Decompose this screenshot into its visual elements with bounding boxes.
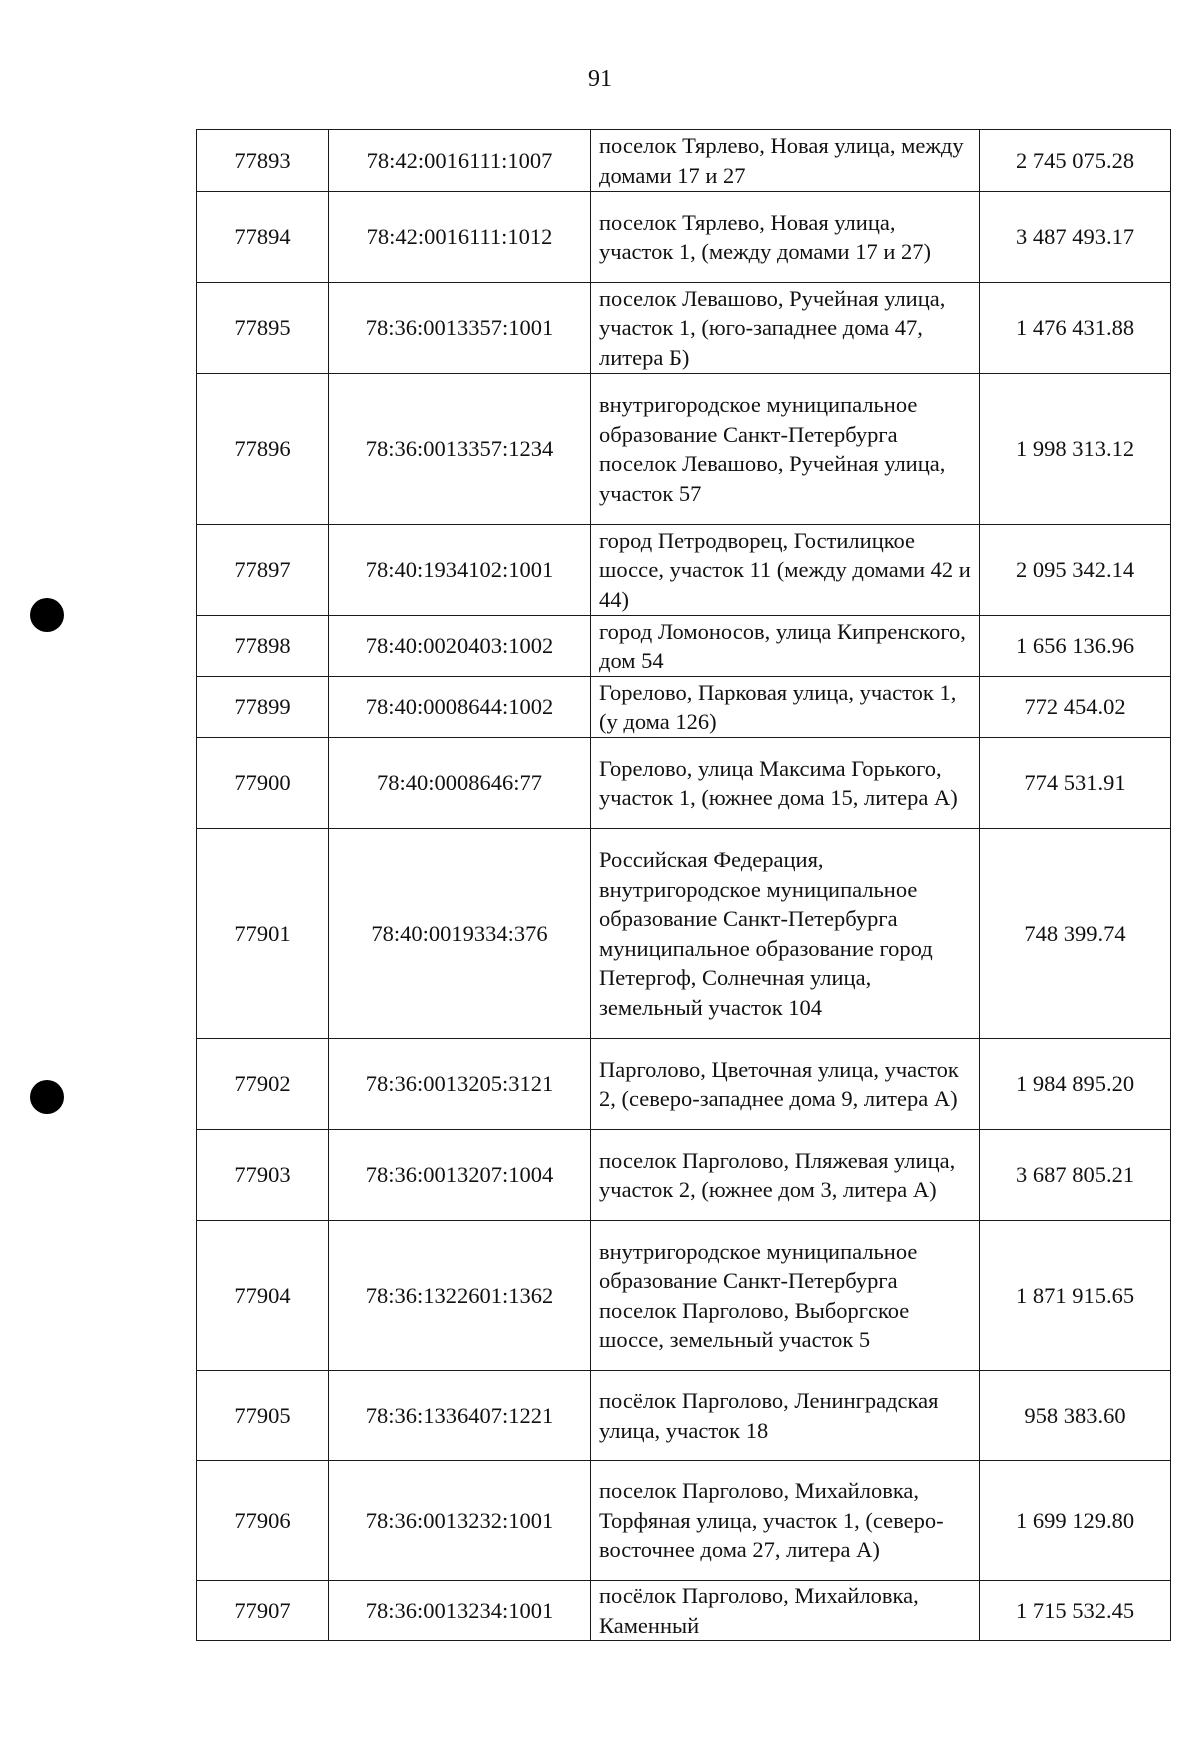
table-row xyxy=(197,283,1171,374)
cadastral-number: 78:36:0013357:1234 xyxy=(329,374,591,525)
address: Горелово, улица Максима Горького, участок 1, (южнее дома 15, литера А) xyxy=(591,738,980,829)
table-row xyxy=(197,616,1171,677)
address: поселок Левашово, Ручейная улица, участок 1, (юго-западнее дома 47, литера Б) xyxy=(591,283,980,374)
cadastral-number: 78:42:0016111:1007 xyxy=(329,130,591,192)
table-row xyxy=(197,374,1171,525)
cadastral-number: 78:40:0019334:376 xyxy=(329,829,591,1039)
cadastral-number: 78:36:0013357:1001 xyxy=(329,283,591,374)
cadastral-value: 772 454.02 xyxy=(980,677,1171,738)
address: поселок Парголово, Михайловка, Торфяная улица, участок 1, (северо-восточнее дома 27, литера А) xyxy=(591,1461,980,1581)
address: посёлок Парголово, Ленинградская улица, участок 18 xyxy=(591,1371,980,1461)
table-row xyxy=(197,1371,1171,1461)
cadastral-number: 78:36:0013234:1001 xyxy=(329,1581,591,1641)
row-number: 77904 xyxy=(197,1221,329,1371)
row-number: 77894 xyxy=(197,192,329,283)
row-number: 77902 xyxy=(197,1039,329,1130)
address: Горелово, Парковая улица, участок 1, (у дома 126) xyxy=(591,677,980,738)
cadastral-value: 2 745 075.28 xyxy=(980,130,1171,192)
address: поселок Парголово, Пляжевая улица, участок 2, (южнее дом 3, литера А) xyxy=(591,1130,980,1221)
table-row xyxy=(197,829,1171,1039)
row-number: 77897 xyxy=(197,525,329,616)
address: город Петродворец, Гостилицкое шоссе, участок 11 (между домами 42 и 44) xyxy=(591,525,980,616)
cadastral-value: 3 687 805.21 xyxy=(980,1130,1171,1221)
cadastral-number: 78:36:1322601:1362 xyxy=(329,1221,591,1371)
row-number: 77895 xyxy=(197,283,329,374)
table-row xyxy=(197,677,1171,738)
cadastral-value: 1 998 313.12 xyxy=(980,374,1171,525)
address: поселок Тярлево, Новая улица, участок 1, (между домами 17 и 27) xyxy=(591,192,980,283)
cadastral-value: 2 095 342.14 xyxy=(980,525,1171,616)
cadastral-value: 1 984 895.20 xyxy=(980,1039,1171,1130)
address: Парголово, Цветочная улица, участок 2, (северо-западнее дома 9, литера А) xyxy=(591,1039,980,1130)
row-number: 77898 xyxy=(197,616,329,677)
punch-hole-mark xyxy=(30,598,64,632)
cadastral-number: 78:40:1934102:1001 xyxy=(329,525,591,616)
cadastral-value: 1 871 915.65 xyxy=(980,1221,1171,1371)
cadastral-value: 774 531.91 xyxy=(980,738,1171,829)
address: внутригородское муниципальное образование Санкт-Петербурга поселок Парголово, Выборгское шоссе, земельный участок 5 xyxy=(591,1221,980,1371)
cadastral-number: 78:40:0008646:77 xyxy=(329,738,591,829)
row-number: 77893 xyxy=(197,130,329,192)
table-row xyxy=(197,1461,1171,1581)
page-number: 91 xyxy=(588,66,612,92)
cadastral-value: 1 656 136.96 xyxy=(980,616,1171,677)
registry-table xyxy=(196,129,1171,1641)
row-number: 77905 xyxy=(197,1371,329,1461)
row-number: 77900 xyxy=(197,738,329,829)
table-row xyxy=(197,738,1171,829)
address: город Ломоносов, улица Кипренского, дом 54 xyxy=(591,616,980,677)
row-number: 77901 xyxy=(197,829,329,1039)
cadastral-value: 1 715 532.45 xyxy=(980,1581,1171,1641)
address: внутригородское муниципальное образование Санкт-Петербурга поселок Левашово, Ручейная улица, участок 57 xyxy=(591,374,980,525)
cadastral-value: 1 476 431.88 xyxy=(980,283,1171,374)
row-number: 77896 xyxy=(197,374,329,525)
cadastral-number: 78:36:1336407:1221 xyxy=(329,1371,591,1461)
row-number: 77907 xyxy=(197,1581,329,1641)
address: поселок Тярлево, Новая улица, между домами 17 и 27 xyxy=(591,130,980,192)
table-row xyxy=(197,1039,1171,1130)
table-row xyxy=(197,130,1171,192)
registry-table-body xyxy=(197,130,1171,1641)
row-number: 77906 xyxy=(197,1461,329,1581)
cadastral-number: 78:36:0013205:3121 xyxy=(329,1039,591,1130)
table-row xyxy=(197,1130,1171,1221)
table-row xyxy=(197,1581,1171,1641)
cadastral-value: 958 383.60 xyxy=(980,1371,1171,1461)
address: Российская Федерация, внутригородское муниципальное образование Санкт-Петербурга муниципальное образование город Петергоф, Солнечная улица, земельный участок 104 xyxy=(591,829,980,1039)
table-row xyxy=(197,525,1171,616)
cadastral-value: 1 699 129.80 xyxy=(980,1461,1171,1581)
cadastral-number: 78:36:0013232:1001 xyxy=(329,1461,591,1581)
cadastral-value: 748 399.74 xyxy=(980,829,1171,1039)
table-row xyxy=(197,192,1171,283)
row-number: 77899 xyxy=(197,677,329,738)
address: посёлок Парголово, Михайловка, Каменный xyxy=(591,1581,980,1641)
cadastral-number: 78:40:0020403:1002 xyxy=(329,616,591,677)
cadastral-number: 78:36:0013207:1004 xyxy=(329,1130,591,1221)
cadastral-number: 78:40:0008644:1002 xyxy=(329,677,591,738)
cadastral-value: 3 487 493.17 xyxy=(980,192,1171,283)
cadastral-number: 78:42:0016111:1012 xyxy=(329,192,591,283)
table-row xyxy=(197,1221,1171,1371)
punch-hole-mark xyxy=(30,1080,64,1114)
row-number: 77903 xyxy=(197,1130,329,1221)
